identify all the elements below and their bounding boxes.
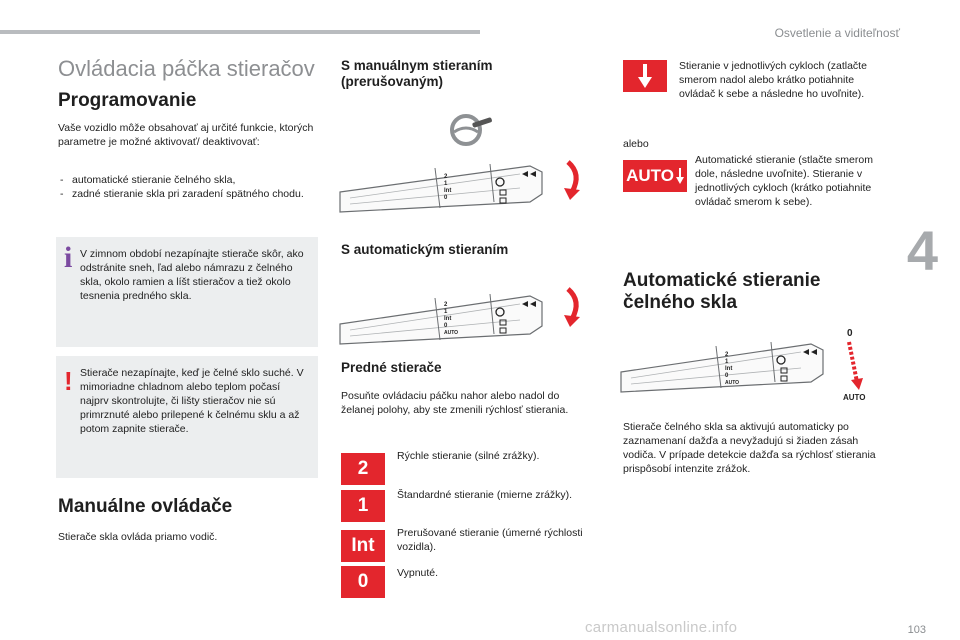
warning-note-text: Stierače nezapínajte, keď je čelné sklo suché. V mimoriadne chladnom alebo teplom počasí najprv skontrolujte, či lišty stieračov nie sú primrznuté alebo prilepené k čelnému sklu a až potom zapnite stierače. (80, 367, 304, 435)
auto-wiping-text: Automatické stieranie (stlačte smerom dole, následne uvoľnite). Stieranie v jednotlivých cykloch (krátko potiahnite ovládač smerom k sebe). (695, 154, 873, 208)
manual-controls-text: Stierače skla ovláda priamo vodič. (58, 531, 218, 543)
auto-badge-label: AUTO (626, 166, 674, 185)
stalk-label-1: 1 (444, 181, 448, 187)
list-item: - zadné stieranie skla pri zaradení spätného chodu. (58, 187, 316, 201)
arrow-down-icon (638, 64, 652, 88)
stalk-label-1: 1 (725, 359, 729, 365)
programming-heading: Programovanie (58, 90, 197, 111)
warning-icon: ! (64, 366, 73, 396)
speed-text-1: Štandardné stieranie (mierne zrážky). (397, 489, 573, 501)
section-header: Osvetlenie a viditeľnosť (774, 26, 900, 40)
stalk-label-int: Int (444, 316, 452, 322)
wiper-stalk-diagram-manual (340, 150, 580, 220)
header-rule (0, 30, 480, 34)
speed-badge-2: 2 (341, 453, 385, 485)
speed-text-int: Prerušované stieranie (úmerné rýchlosti vozidla). (397, 527, 583, 553)
programming-list (58, 173, 316, 201)
rotate-arrow-icon (562, 158, 588, 202)
arrow-down-icon (676, 168, 684, 184)
warning-note (56, 356, 318, 478)
stalk-label-int: Int (725, 366, 733, 372)
stalk-label-2: 2 (725, 352, 729, 358)
list-item: - automatické stieranie čelného skla, (58, 173, 316, 187)
stalk-label-int: Int (444, 188, 452, 194)
manual-controls-heading: Manuálne ovládače (58, 496, 233, 517)
speed-text-0: Vypnuté. (397, 567, 439, 579)
stalk-label-1: 1 (444, 309, 448, 315)
single-cycle-text: Stieranie v jednotlivých cykloch (zatlačte smerom nadol alebo krátko potiahnite ovládač k sebe a následne ho uvoľnite). (679, 60, 867, 100)
front-wipers-heading: Predné stierače (341, 360, 442, 375)
motion-arrow-icon (849, 342, 857, 382)
speed-badge-int: Int (341, 530, 385, 562)
stalk-label-0: 0 (444, 195, 448, 201)
stalk-label-0: 0 (725, 373, 729, 379)
info-note (56, 237, 318, 347)
auto-description: Stierače čelného skla sa aktivujú automaticky po zaznamenaní dažďa a nevyžadujú si žiaden zásah vodiča. V prípade detekcie dažďa sa rýchlosť stierania prispôsobí intenzite zrážok. (623, 421, 876, 475)
stalk-label-2: 2 (444, 174, 448, 180)
steering-wheel-icon (448, 112, 494, 148)
info-icon: i (64, 241, 73, 274)
diagram-label-auto: AUTO (843, 393, 866, 402)
wiper-stalk-diagram-auto-mode (621, 328, 871, 408)
page-number: 103 (907, 624, 926, 636)
speed-badge-0: 0 (341, 566, 385, 598)
programming-intro: Vaše vozidlo môže obsahovať aj určité funkcie, ktorých parametre je možné aktivovať/ deaktivovať: (58, 122, 314, 148)
auto-windscreen-heading: Automatické stieranie čelného skla (623, 270, 821, 313)
diagram-label-0: 0 (847, 328, 853, 339)
watermark: carmanualsonline.info (585, 619, 738, 636)
automatic-heading: S automatickým stieraním (341, 242, 509, 257)
front-wipers-text: Posuňte ovládaciu páčku nahor alebo nadol do želanej polohy, aby ste zmenili rýchlosť stierania. (341, 390, 569, 416)
auto-badge (623, 160, 687, 192)
stalk-label-0: 0 (444, 323, 448, 329)
page-title: Ovládacia páčka stieračov (58, 56, 315, 81)
or-text: alebo (623, 138, 649, 150)
rotate-arrow-icon (562, 285, 588, 329)
stalk-label-auto: AUTO (444, 330, 459, 336)
single-cycle-badge (623, 60, 667, 92)
speed-text-2: Rýchle stieranie (silné zrážky). (397, 450, 540, 462)
manual-intermittent-heading: S manuálnym stieraním (prerušovaným) (341, 58, 493, 89)
info-note-text: V zimnom období nezapínajte stierače skôr, ako odstránite sneh, ľad alebo námrazu z čelného skla, okolo ramien a líšt stieračov a tiež okolo tesnenia predného skla. (80, 248, 304, 302)
chapter-number: 4 (906, 219, 938, 282)
speed-badge-1: 1 (341, 490, 385, 522)
stalk-label-2: 2 (444, 302, 448, 308)
stalk-label-auto: AUTO (725, 380, 740, 386)
wiper-stalk-diagram-auto (340, 280, 580, 352)
